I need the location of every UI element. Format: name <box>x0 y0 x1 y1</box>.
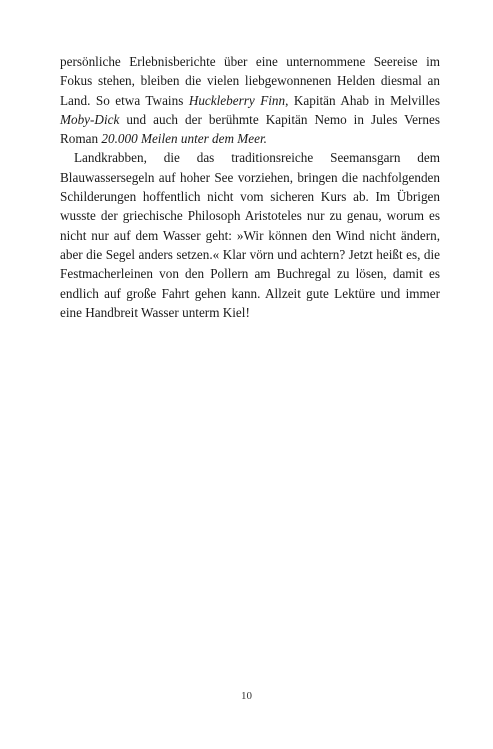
book-title: Huckleberry Finn <box>188 92 286 108</box>
page-number: 10 <box>241 690 252 702</box>
text-segment: , Kapitän Ahab in Melvilles <box>285 92 440 108</box>
paragraph-1 <box>60 52 440 148</box>
page-body <box>60 52 440 322</box>
text-segment: Landkrabben, die das traditionsreiche Seemansgarn dem Blauwassersegeln auf hoher See vorziehen, bringen die nachfolgenden Schilderungen hoffentlich nicht vom sicheren Kurs ab. Im Übrigen wusste der griechische Philosoph Aristoteles nur zu genau, worum es nicht nur auf dem Wasser geht: »Wir können den Wind nicht ändern, aber die Segel anders setzen.« Klar vörn und achtern? Jetzt heißt es, die Festmacherleinen von den Pollern am Buchregal zu lösen, damit es endlich auf große Fahrt gehen kann. Allzeit gute Lektüre und immer eine Handbreit Wasser unterm Kiel! <box>60 150 440 320</box>
text-segment: und auch der berühmte Kapitän Nemo in Jules Vernes Roman <box>60 111 440 147</box>
book-title: 20.000 Meilen unter dem Meer. <box>101 131 267 147</box>
book-title: Moby-Dick <box>60 111 120 127</box>
paragraph-2 <box>60 148 440 322</box>
text-segment: persönliche Erlebnisberichte über eine unternommene Seereise im Fokus stehen, bleiben die vielen liebgewonnenen Helden diesmal an Land. So etwa Twains <box>60 54 440 108</box>
